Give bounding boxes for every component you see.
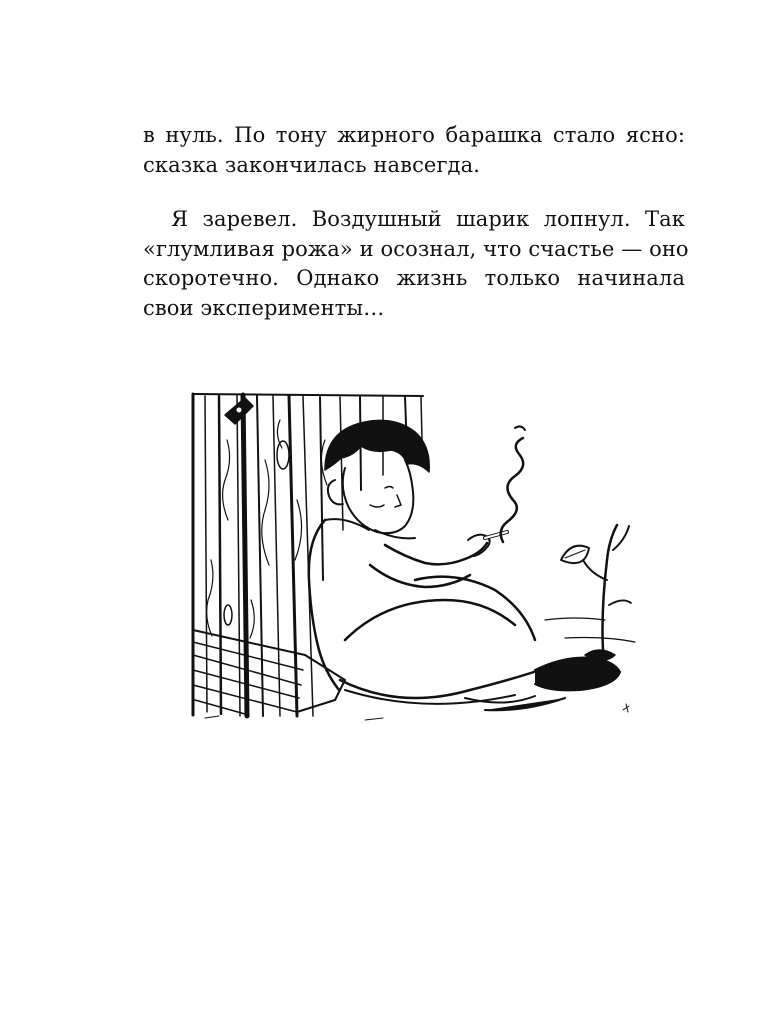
text-line: скоротечно. Однако жизнь только начинала	[143, 266, 685, 290]
sapling	[545, 525, 635, 681]
text-line: Я заревел. Воздушный шарик лопнул. Так	[171, 207, 685, 231]
illustration	[185, 380, 640, 725]
paragraph-2	[143, 205, 689, 323]
text-line: в нуль. По тону жирного барашка стало ясно:	[143, 123, 685, 147]
paragraph-1	[143, 121, 685, 180]
text-line: сказка закончилась навсегда.	[143, 152, 480, 177]
text-line: свои эксперименты…	[143, 295, 385, 320]
boy-figure	[309, 420, 620, 710]
text-line: «глумливая рожа» и осознал, что счастье — оно	[143, 236, 689, 261]
ground-marks	[205, 704, 629, 720]
